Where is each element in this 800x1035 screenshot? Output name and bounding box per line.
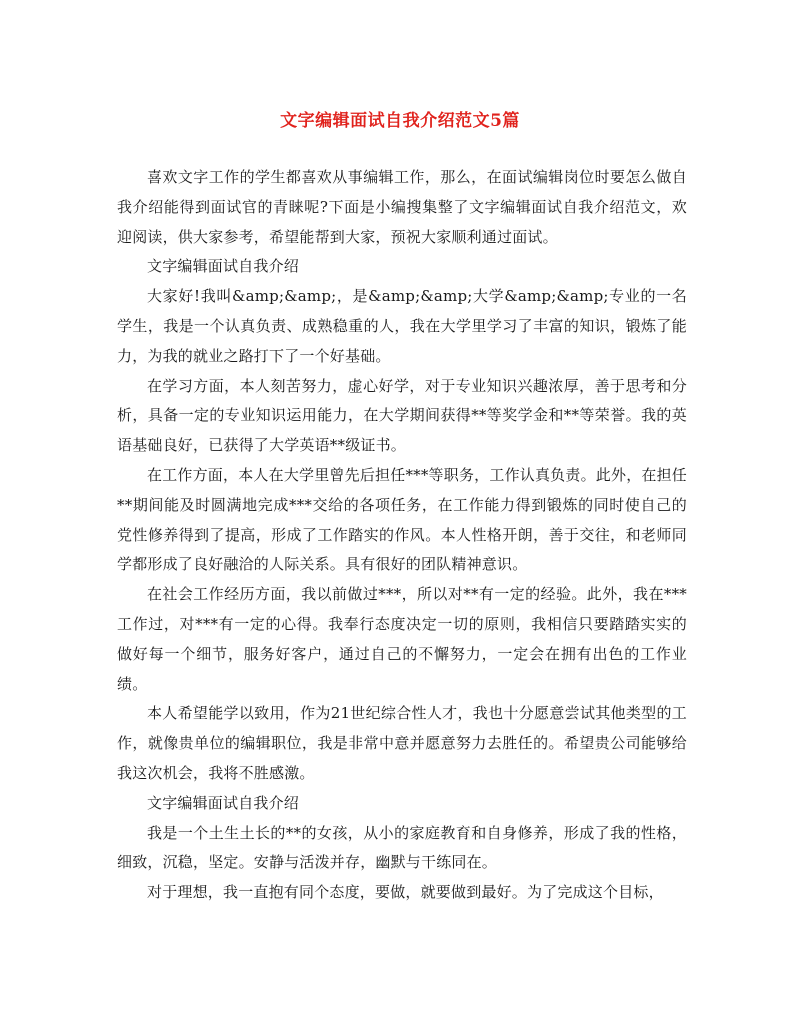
paragraph: 在学习方面，本人刻苦努力，虚心好学，对于专业知识兴趣浓厚，善于思考和分析，具备一定的专业知识运用能力，在大学期间获得**等奖学金和**等荣誉。我的英语基础良好，已获得了大学英语**级证书。	[117, 376, 687, 455]
paragraph-intro: 喜欢文字工作的学生都喜欢从事编辑工作，那么，在面试编辑岗位时要怎么做自我介绍能得到面试官的青睐呢?下面是小编搜集整了文字编辑面试自我介绍范文，欢迎阅读，供大家参考，希望能帮到大家，预祝大家顺利通过面试。	[117, 168, 687, 246]
section-heading: 文字编辑面试自我介绍	[147, 257, 300, 276]
paragraph: 大家好!我叫&amp;&amp;，是&amp;&amp;大学&amp;&amp;专业的一名学生，我是一个认真负责、成熟稳重的人，我在大学里学习了丰富的知识，锻炼了能力，为我的就业之路打下了一个好基础。	[117, 287, 687, 365]
paragraph: 我是一个土生土长的**的女孩，从小的家庭教育和自身修养，形成了我的性格，细致，沉稳，坚定。安静与活泼并存，幽默与干练同在。	[117, 823, 687, 872]
paragraph: 在工作方面，本人在大学里曾先后担任***等职务，工作认真负责。此外，在担任**期间能及时圆满地完成***交给的各项任务，在工作能力得到锻炼的同时使自己的党性修养得到了提高，形成了工作踏实的作风。本人性格开朗，善于交往，和老师同学都形成了良好融洽的人际关系。具有很好的团队精神意识。	[117, 465, 687, 574]
paragraph: 在社会工作经历方面，我以前做过***，所以对**有一定的经验。此外，我在***工作过，对***有一定的心得。我奉行态度决定一切的原则，我相信只要踏踏实实的做好每一个细节，服务好客户，通过自己的不懈努力，一定会在拥有出色的工作业绩。	[117, 585, 687, 693]
section-heading: 文字编辑面试自我介绍	[147, 793, 300, 812]
paragraph: 本人希望能学以致用，作为21世纪综合性人才，我也十分愿意尝试其他类型的工作，就像贵单位的编辑职位，我是非常中意并愿意努力去胜任的。希望贵公司能够给我这次机会，我将不胜感激。	[117, 704, 687, 782]
document-body	[117, 163, 687, 908]
document-title: 文字编辑面试自我介绍范文5篇	[280, 111, 520, 131]
paragraph: 对于理想，我一直抱有同个态度，要做，就要做到最好。为了完成这个目标，	[147, 883, 664, 902]
